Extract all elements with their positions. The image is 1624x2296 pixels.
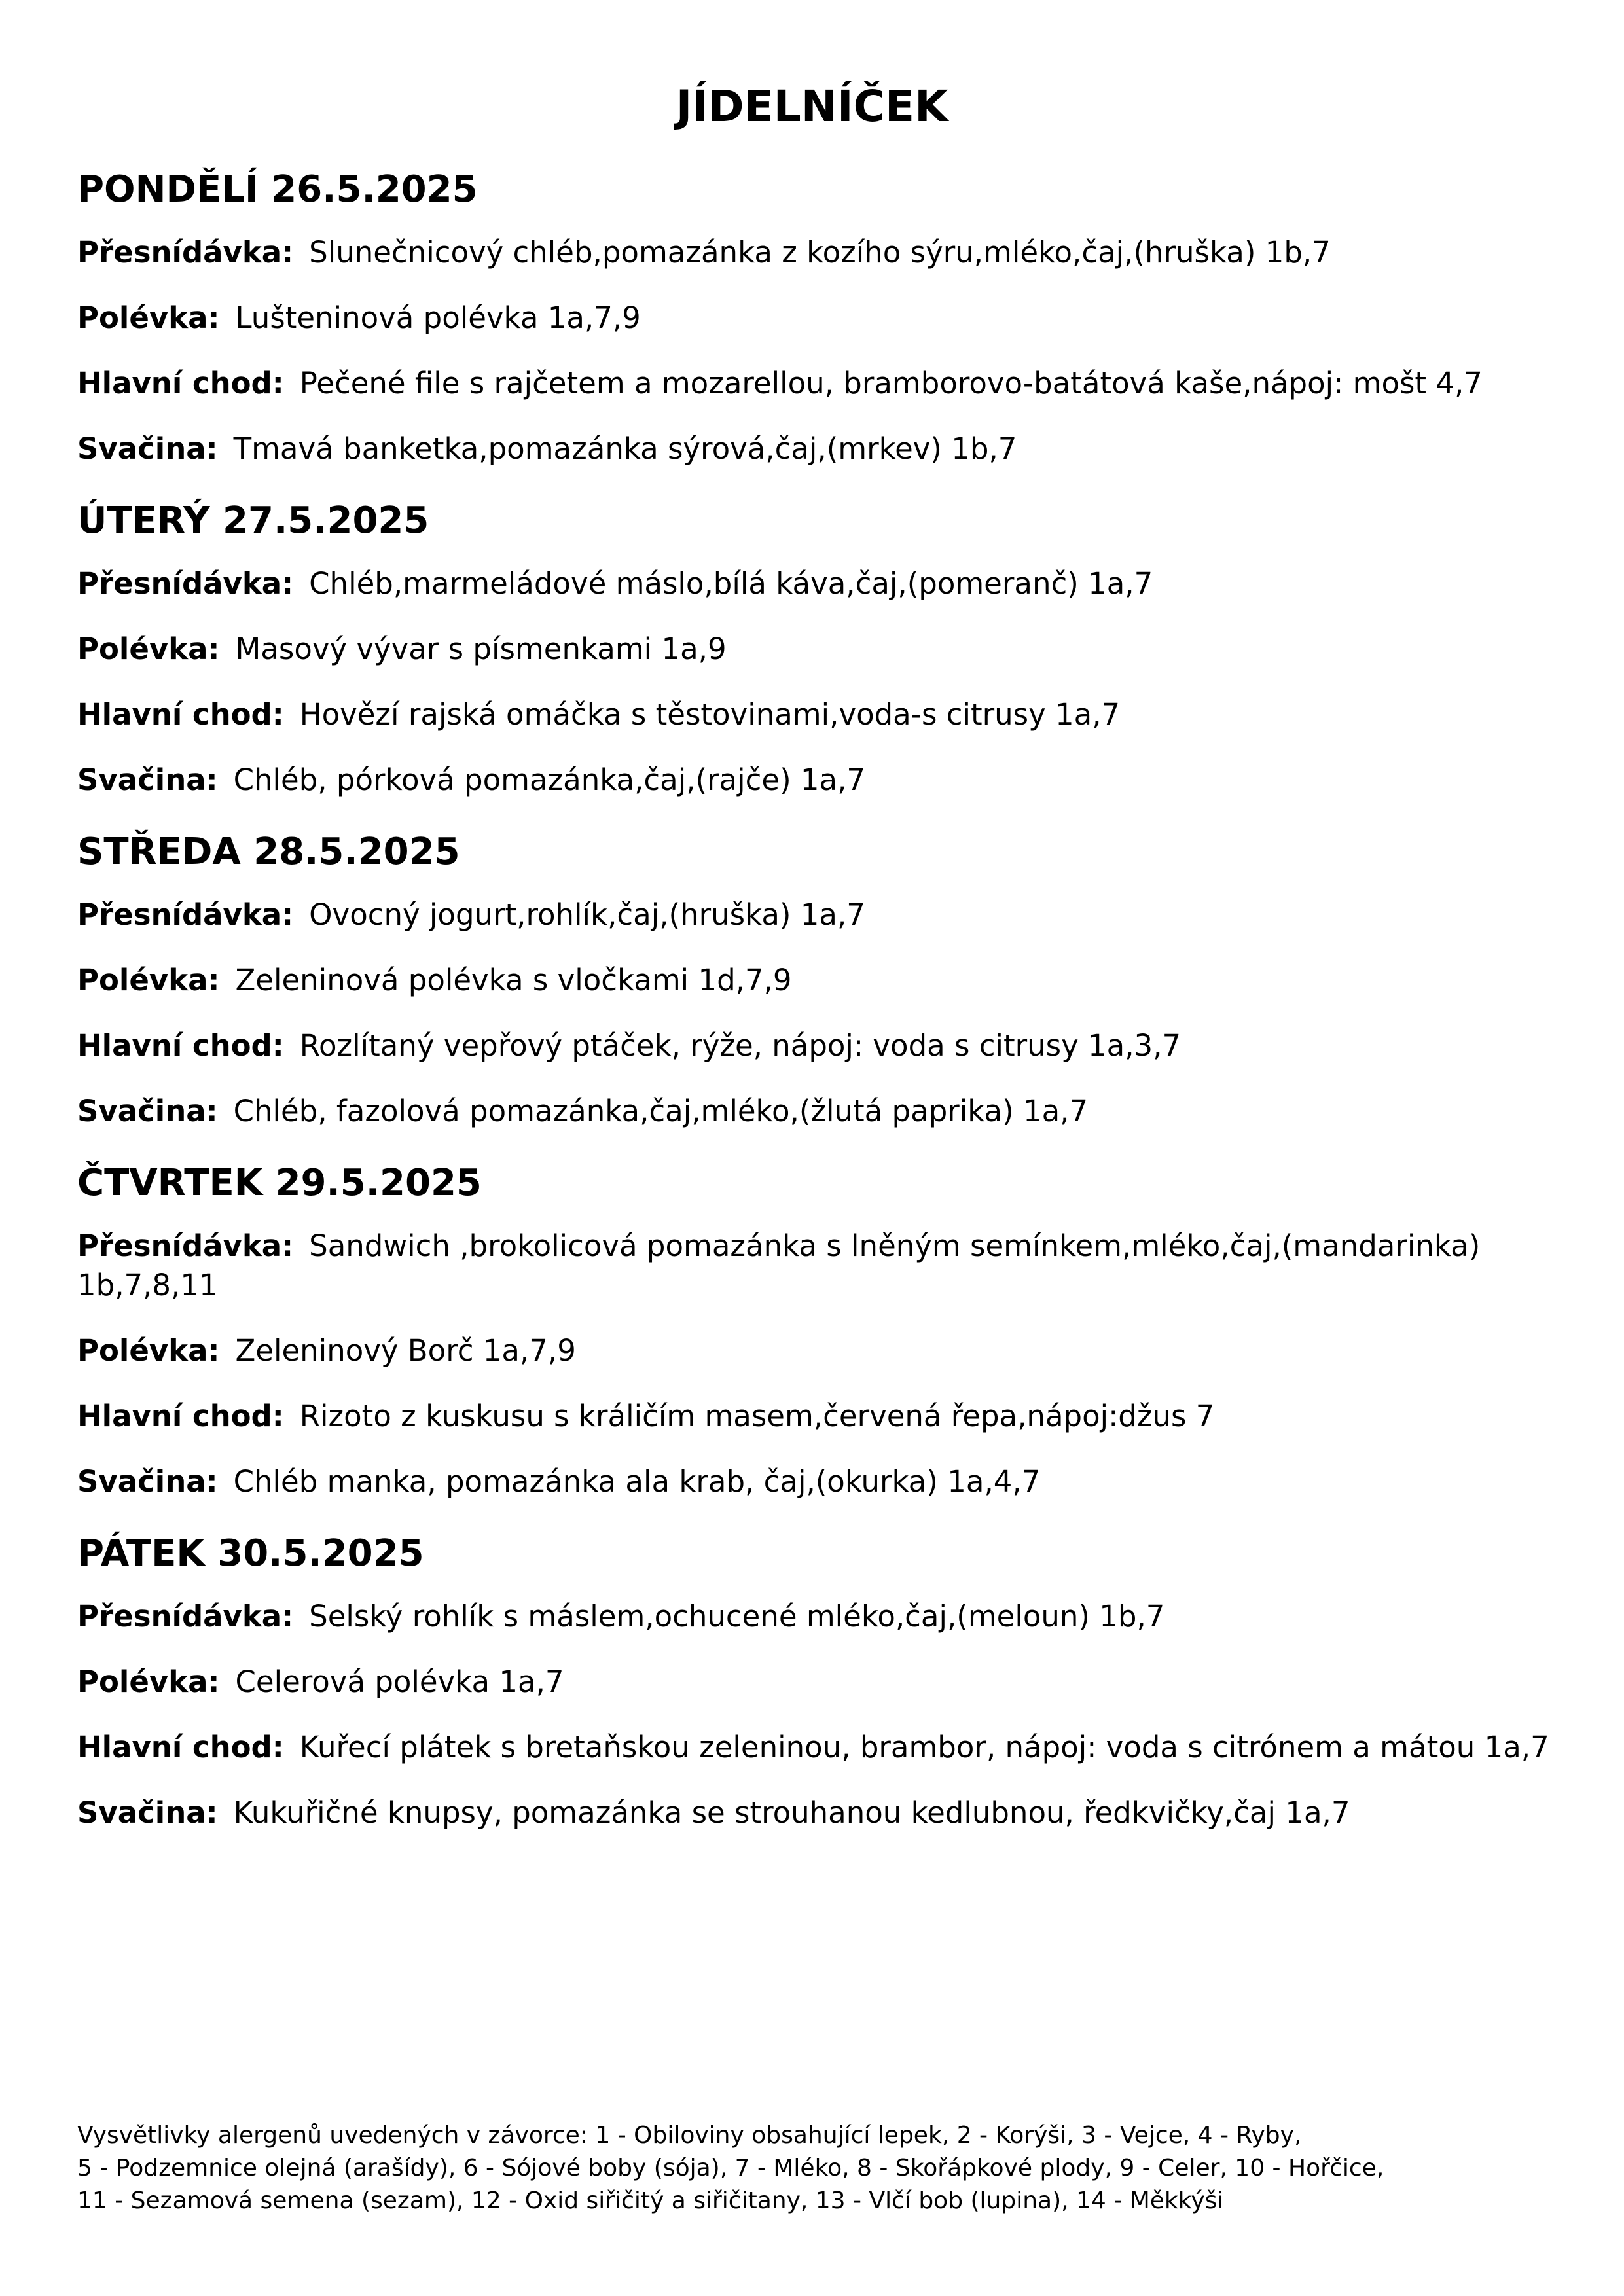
meal-main [77,1026,1550,1066]
meal-label: Přesnídávka: [77,235,294,270]
meal-snack-afternoon [77,1793,1550,1833]
allergen-legend-line: 11 - Sezamová semena (sezam), 12 - Oxid siřičitý a siřičitany, 13 - Vlčí bob (lupina), 14 - Měkkýši [77,2187,1224,2214]
meal-label: Hlavní chod: [77,1399,284,1433]
meal-label: Polévka: [77,963,220,997]
meal-label: Svačina: [77,1464,218,1499]
day-heading: STŘEDA 28.5.2025 [77,831,460,873]
day-heading: PONDĚLÍ 26.5.2025 [77,168,478,211]
meal-snack-morning [77,1227,1550,1305]
day-heading: ČTVRTEK 29.5.2025 [77,1162,482,1204]
meal-snack-afternoon [77,429,1550,469]
meal-label: Přesnídávka: [77,1229,294,1263]
meal-text: Masový vývar s písmenkami 1a,9 [235,632,727,666]
day-section-monday [77,164,1550,469]
meal-soup [77,1331,1550,1371]
meal-text: Zeleninová polévka s vločkami 1d,7,9 [235,963,792,997]
meal-label: Polévka: [77,1664,220,1699]
day-section-tuesday [77,495,1550,800]
days-list [77,164,1550,1859]
meal-label: Polévka: [77,632,220,666]
meal-label: Přesnídávka: [77,566,294,601]
meal-text: Chléb, fazolová pomazánka,čaj,mléko,(žlutá paprika) 1a,7 [233,1094,1089,1128]
meal-soup [77,1662,1550,1702]
meal-text: Sandwich ,brokolicová pomazánka s lněným semínkem,mléko,čaj,(mandarinka) 1b,7,8,11 [77,1229,1481,1302]
meal-main [77,695,1550,734]
meal-text: Chléb, pórková pomazánka,čaj,(rajče) 1a,7 [233,762,866,797]
meal-label: Svačina: [77,431,218,466]
meal-label: Svačina: [77,1094,218,1128]
meal-snack-morning [77,895,1550,935]
day-heading: PÁTEK 30.5.2025 [77,1532,424,1575]
meal-main [77,364,1550,403]
meal-text: Rozlítaný vepřový ptáček, rýže, nápoj: voda s citrusy 1a,3,7 [299,1028,1182,1063]
meal-text: Pečené file s rajčetem a mozarellou, bramborovo-batátová kaše,nápoj: mošt 4,7 [299,366,1483,401]
meal-snack-afternoon [77,761,1550,800]
meal-snack-afternoon [77,1092,1550,1131]
page-title: JÍDELNÍČEK [676,81,948,132]
meal-label: Svačina: [77,762,218,797]
meal-snack-morning [77,564,1550,603]
meal-snack-morning [77,1597,1550,1636]
allergen-legend-line: 5 - Podzemnice olejná (arašídy), 6 - Sójové boby (sója), 7 - Mléko, 8 - Skořápkové plody, 9 - Celer, 10 - Hořčice, [77,2155,1384,2181]
meal-text: Kukuřičné knupsy, pomazánka se strouhanou kedlubnou, ředkvičky,čaj 1a,7 [233,1795,1350,1830]
meal-soup [77,630,1550,669]
meal-text: Chléb,marmeládové máslo,bílá káva,čaj,(pomeranč) 1a,7 [309,566,1153,601]
meal-text: Rizoto z kuskusu s králičím masem,červená řepa,nápoj:džus 7 [299,1399,1215,1433]
allergen-legend-line: Vysvětlivky alergenů uvedených v závorce: 1 - Obiloviny obsahující lepek, 2 - Korýši, 3 - Vejce, 4 - Ryby, [77,2122,1302,2149]
meal-text: Lušteninová polévka 1a,7,9 [235,300,641,335]
meal-snack-morning [77,233,1550,272]
allergen-legend [77,2119,1583,2217]
meal-main [77,1728,1550,1767]
meal-label: Hlavní chod: [77,1028,284,1063]
meal-text: Kuřecí plátek s bretaňskou zeleninou, brambor, nápoj: voda s citrónem a mátou 1a,7 [299,1730,1549,1765]
meal-soup [77,298,1550,338]
meal-main [77,1397,1550,1436]
meal-text: Selský rohlík s máslem,ochucené mléko,čaj,(meloun) 1b,7 [309,1599,1165,1634]
meal-text: Celerová polévka 1a,7 [235,1664,564,1699]
meal-label: Hlavní chod: [77,697,284,732]
day-section-thursday [77,1157,1550,1501]
meal-label: Přesnídávka: [77,897,294,932]
meal-text: Hovězí rajská omáčka s těstovinami,voda-s citrusy 1a,7 [299,697,1121,732]
day-section-wednesday [77,826,1550,1131]
day-heading: ÚTERÝ 27.5.2025 [77,499,429,542]
meal-text: Chléb manka, pomazánka ala krab, čaj,(okurka) 1a,4,7 [233,1464,1041,1499]
meal-text: Slunečnicový chléb,pomazánka z kozího sýru,mléko,čaj,(hruška) 1b,7 [309,235,1331,270]
meal-label: Polévka: [77,1333,220,1368]
meal-text: Tmavá banketka,pomazánka sýrová,čaj,(mrkev) 1b,7 [233,431,1017,466]
meal-label: Polévka: [77,300,220,335]
meal-text: Zeleninový Borč 1a,7,9 [235,1333,576,1368]
meal-text: Ovocný jogurt,rohlík,čaj,(hruška) 1a,7 [309,897,865,932]
meal-label: Svačina: [77,1795,218,1830]
meal-label: Hlavní chod: [77,366,284,401]
meal-snack-afternoon [77,1462,1550,1501]
meal-soup [77,961,1550,1000]
meal-label: Hlavní chod: [77,1730,284,1765]
day-section-friday [77,1528,1550,1833]
meal-label: Přesnídávka: [77,1599,294,1634]
